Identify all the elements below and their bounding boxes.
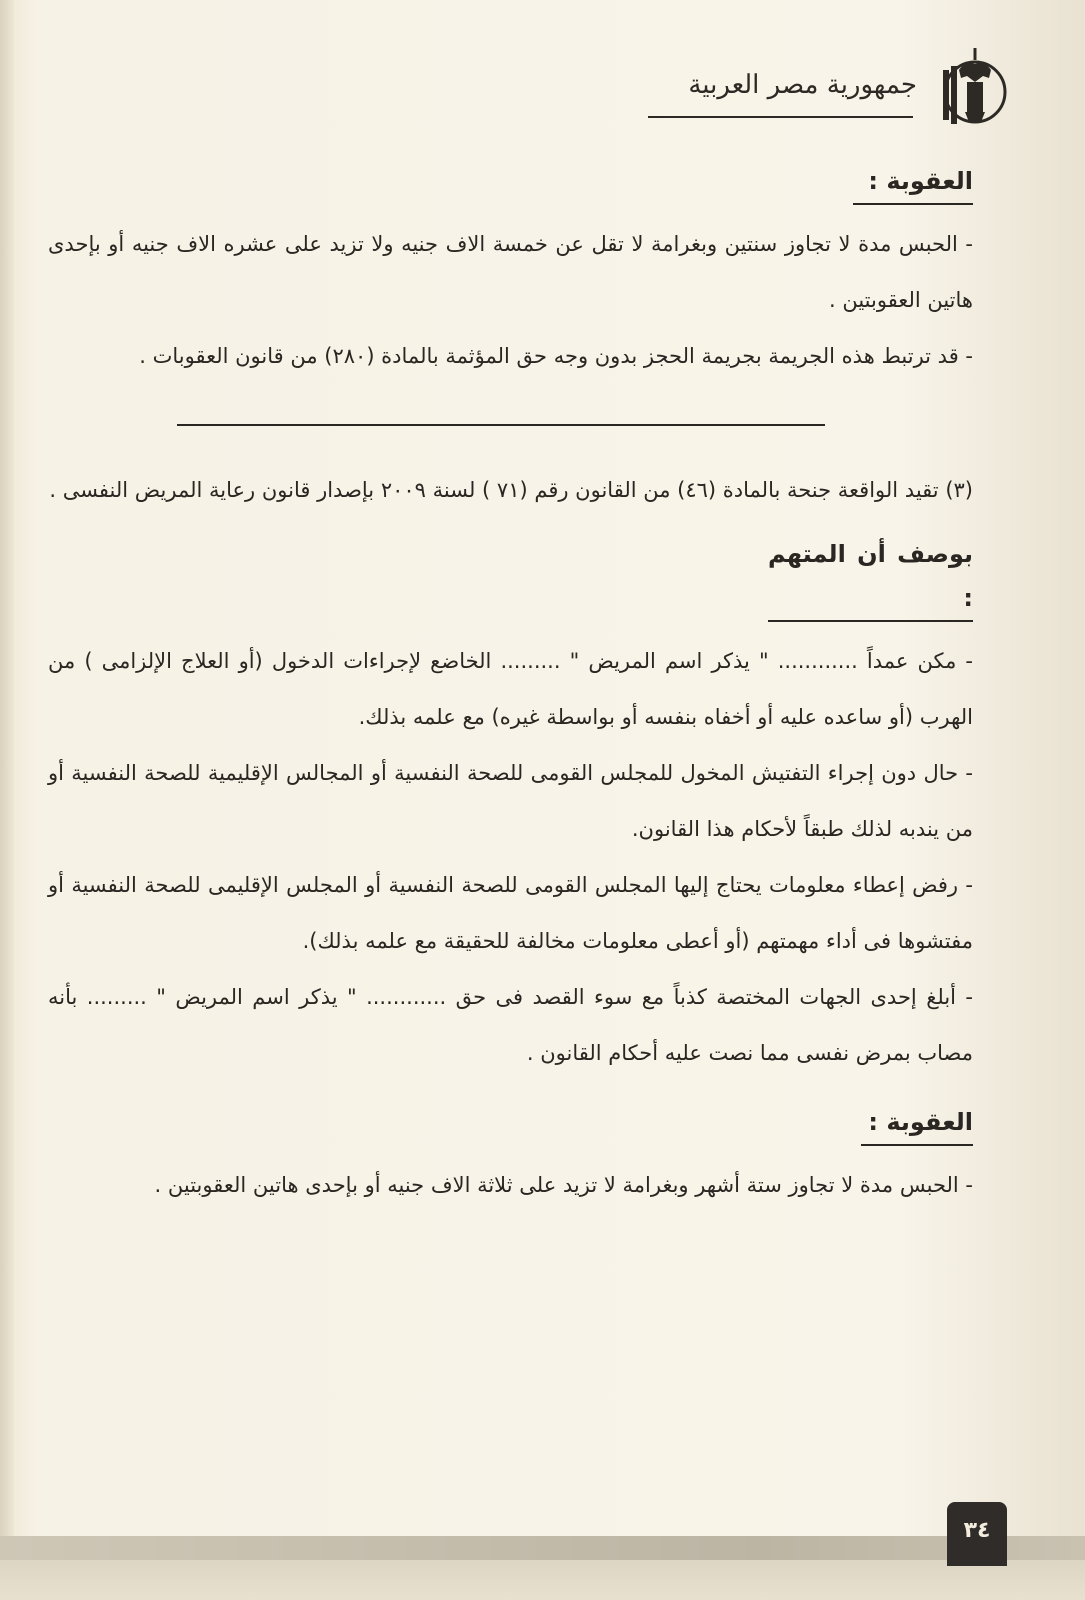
accused-description-heading: بوصف أن المتهم : bbox=[768, 532, 973, 622]
page-content bbox=[48, 140, 973, 1213]
eagle-seal-icon bbox=[929, 42, 1009, 132]
page-number-tab: ٣٤ bbox=[947, 1502, 1007, 1566]
footer-band bbox=[0, 1536, 1085, 1560]
article-46-intro: (٣) تقيد الواقعة جنحة بالمادة (٤٦) من القانون رقم (٧١ ) لسنة ٢٠٠٩ بإصدار قانون رعاية المريض النفسى . bbox=[49, 478, 973, 502]
penalty-1-paragraph-1: - الحبس مدة لا تجاوز سنتين وبغرامة لا تقل عن خمسة الاف جنيه ولا تزيد على عشره الاف جنيه أو بإحدى هاتين العقوبتين . bbox=[48, 232, 973, 312]
header-title: جمهورية مصر العربية bbox=[688, 70, 917, 100]
heading-wrap-accused bbox=[48, 532, 973, 627]
penalty-1-paragraph-2: - قد ترتبط هذه الجريمة بجريمة الحجز بدون وجه حق المؤثمة بالمادة (٢٨٠) من قانون العقوبات . bbox=[139, 344, 973, 368]
section-divider bbox=[177, 424, 825, 426]
penalty-2-paragraph-1: - الحبس مدة لا تجاوز ستة أشهر وبغرامة لا تزيد على ثلاثة الاف جنيه أو بإحدى هاتين العقوبتين . bbox=[154, 1173, 973, 1197]
accused-paragraph-2: - حال دون إجراء التفتيش المخول للمجلس القومى للصحة النفسية أو المجالس الإقليمية للصحة النفسية أو من يندبه لذلك طبقاً لأحكام هذا القانون. bbox=[48, 761, 973, 841]
accused-paragraph-4: - أبلغ إحدى الجهات المختصة كذباً مع سوء القصد فى حق ............ " يذكر اسم المريض " ......... بأنه مصاب بمرض نفسى مما نصت عليه أحكام القانون . bbox=[48, 985, 973, 1065]
header-underline bbox=[648, 116, 913, 118]
penalty-heading-1: العقوبة : bbox=[853, 159, 973, 205]
footer-bottom-strip bbox=[0, 1560, 1085, 1600]
accused-paragraph-3: - رفض إعطاء معلومات يحتاج إليها المجلس القومى للصحة النفسية أو المجلس الإقليمى للصحة النفسية أو مفتشوها فى أداء مهمتهم (أو أعطى معلومات مخالفة للحقيقة مع علمه بذلك). bbox=[48, 873, 973, 953]
heading-wrap-penalty-1 bbox=[48, 154, 973, 210]
penalty-heading-2: العقوبة : bbox=[861, 1100, 973, 1146]
accused-paragraph-1: - مكن عمداً ............ " يذكر اسم المريض " ......... الخاضع لإجراءات الدخول (أو العلاج الإلزامى ) من الهرب (أو ساعده عليه أو أخفاه بنفسه أو بواسطة غيره) مع علمه بذلك. bbox=[48, 649, 973, 729]
page-binding-edge bbox=[0, 0, 14, 1600]
page-header bbox=[489, 42, 1009, 132]
heading-wrap-penalty-2 bbox=[48, 1095, 973, 1151]
